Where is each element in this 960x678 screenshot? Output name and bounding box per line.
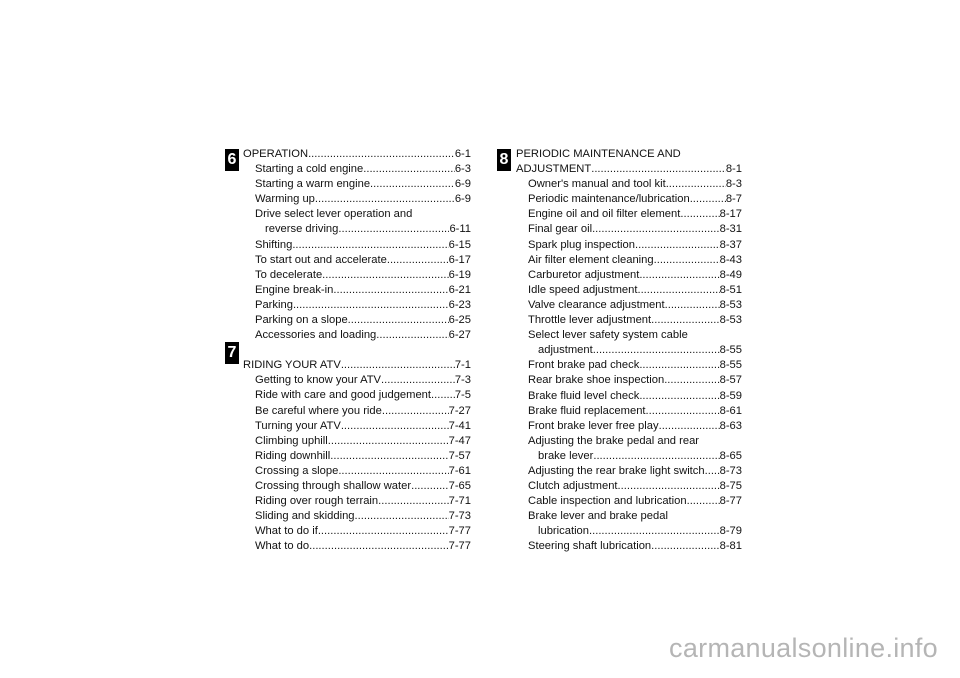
- chapter-8-badge: 8: [497, 149, 511, 171]
- toc-entry-operation[interactable]: OPERATION ..... 6-1: [243, 147, 471, 162]
- site-watermark: carmanualsonline.info: [669, 633, 938, 663]
- toc-entry[interactable]: Shifting ..... 6-15: [243, 238, 471, 253]
- toc-entry[interactable]: Front brake pad check ..... 8-55: [516, 358, 742, 373]
- toc-entry[interactable]: Riding downhill ..... 7-57: [243, 449, 471, 464]
- toc-entry-text: Drive select lever operation and: [255, 208, 413, 221]
- toc-entry[interactable]: Crossing through shallow water ..... 7-65: [243, 479, 471, 494]
- toc-left-column: [243, 147, 471, 554]
- toc-entry[interactable]: Starting a warm engine ..... 6-9: [243, 177, 471, 192]
- chapter-7-badge: 7: [225, 342, 239, 364]
- toc-entry[interactable]: Crossing a slope ..... 7-61: [243, 464, 471, 479]
- toc-entry[interactable]: adjustment ..... 8-55: [516, 343, 742, 358]
- toc-entry[interactable]: Front brake lever free play ..... 8-63: [516, 419, 742, 434]
- toc-entry[interactable]: Adjusting the rear brake light switch ..... 8-73: [516, 464, 742, 479]
- toc-entry[interactable]: Warming up ..... 6-9: [243, 192, 471, 207]
- toc-entry-text: Brake lever and brake pedal: [528, 510, 668, 523]
- toc-entry[interactable]: Throttle lever adjustment ..... 8-53: [516, 313, 742, 328]
- toc-entry[interactable]: Engine break-in ..... 6-21: [243, 283, 471, 298]
- toc-entry[interactable]: Final gear oil ..... 8-31: [516, 222, 742, 237]
- chapter-6-badge: 6: [225, 149, 239, 171]
- toc-entry-periodic-title: PERIODIC MAINTENANCE AND: [516, 148, 681, 160]
- toc-entry[interactable]: Carburetor adjustment ..... 8-49: [516, 268, 742, 283]
- toc-entry[interactable]: Be careful where you ride ..... 7-27: [243, 404, 471, 419]
- toc-entry[interactable]: Periodic maintenance/lubrication ..... 8-7: [516, 192, 742, 207]
- toc-entry[interactable]: reverse driving ..... 6-11: [243, 222, 471, 237]
- toc-entry[interactable]: Brake fluid level check ..... 8-59: [516, 389, 742, 404]
- toc-entry[interactable]: Air filter element cleaning ..... 8-43: [516, 253, 742, 268]
- toc-entry[interactable]: To start out and accelerate ..... 6-17: [243, 253, 471, 268]
- toc-entry[interactable]: lubrication ..... 8-79: [516, 524, 742, 539]
- toc-entry[interactable]: What to do if ..... 7-77: [243, 524, 471, 539]
- toc-entry[interactable]: Steering shaft lubrication ..... 8-81: [516, 539, 742, 554]
- toc-entry[interactable]: brake lever ..... 8-65: [516, 449, 742, 464]
- toc-entry-text: Select lever safety system cable: [528, 329, 688, 342]
- toc-entry[interactable]: Clutch adjustment ..... 8-75: [516, 479, 742, 494]
- toc-entry[interactable]: To decelerate ..... 6-19: [243, 268, 471, 283]
- toc-entry[interactable]: Parking ..... 6-23: [243, 298, 471, 313]
- toc-entry[interactable]: Starting a cold engine ..... 6-3: [243, 162, 471, 177]
- toc-entry[interactable]: Cable inspection and lubrication ..... 8-77: [516, 494, 742, 509]
- toc-entry[interactable]: Parking on a slope ..... 6-25: [243, 313, 471, 328]
- toc-entry[interactable]: Accessories and loading ..... 6-27: [243, 328, 471, 343]
- toc-entry[interactable]: Sliding and skidding ..... 7-73: [243, 509, 471, 524]
- toc-entry[interactable]: Getting to know your ATV ..... 7-3: [243, 373, 471, 388]
- toc-entry[interactable]: Turning your ATV ..... 7-41: [243, 419, 471, 434]
- toc-entry-text: Adjusting the brake pedal and rear: [528, 434, 700, 447]
- toc-entry[interactable]: Idle speed adjustment ..... 8-51: [516, 283, 742, 298]
- toc-entry[interactable]: Riding over rough terrain ..... 7-71: [243, 494, 471, 509]
- toc-entry[interactable]: Valve clearance adjustment ..... 8-53: [516, 298, 742, 313]
- toc-right-column: [516, 147, 742, 555]
- toc-entry[interactable]: What to do ..... 7-77: [243, 539, 471, 554]
- toc-entry[interactable]: Ride with care and good judgement ..... 7-5: [243, 388, 471, 403]
- toc-entry[interactable]: Spark plug inspection ..... 8-37: [516, 238, 742, 253]
- toc-entry[interactable]: Rear brake shoe inspection ..... 8-57: [516, 373, 742, 388]
- toc-entry[interactable]: Engine oil and oil filter element ..... 8-17: [516, 207, 742, 222]
- toc-entry[interactable]: Brake fluid replacement ..... 8-61: [516, 404, 742, 419]
- toc-entry-riding[interactable]: RIDING YOUR ATV ..... 7-1: [243, 358, 471, 373]
- toc-entry[interactable]: Owner's manual and tool kit ..... 8-3: [516, 177, 742, 192]
- toc-entry-periodic[interactable]: ADJUSTMENT ..... 8-1: [516, 162, 742, 177]
- toc-entry[interactable]: Climbing uphill ..... 7-47: [243, 434, 471, 449]
